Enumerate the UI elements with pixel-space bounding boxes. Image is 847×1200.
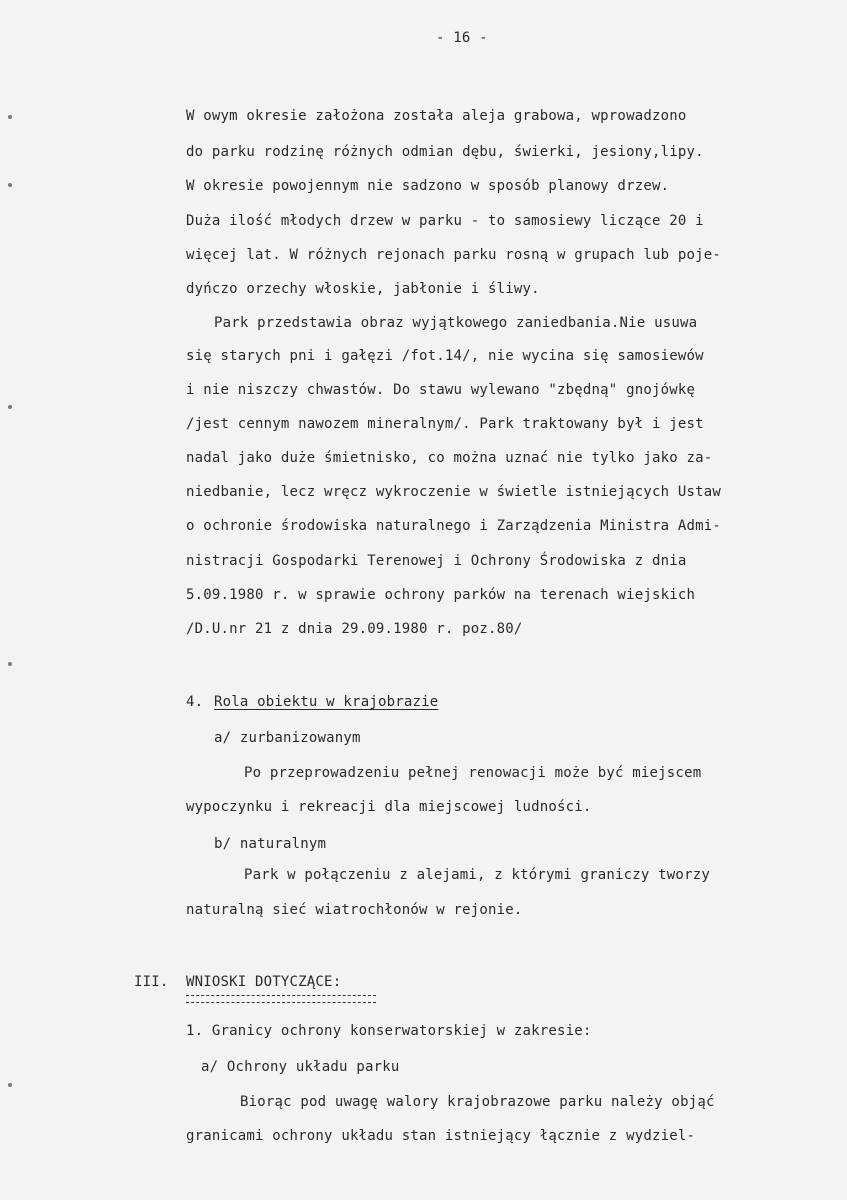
body-line: Po przeprowadzeniu pełnej renowacji może być miejscem xyxy=(244,765,702,781)
body-line: granicami ochrony układu stan istniejący łącznie z wydziel- xyxy=(186,1128,696,1144)
punch-hole-mark xyxy=(8,662,12,666)
subsection-label: a/ Ochrony układu parku xyxy=(201,1059,400,1075)
double-underline-divider xyxy=(186,995,376,1003)
body-line: o ochronie środowiska naturalnego i Zarządzenia Ministra Admi- xyxy=(186,518,721,534)
body-line: /D.U.nr 21 z dnia 29.09.1980 r. poz.80/ xyxy=(186,621,523,637)
section-number: III. xyxy=(134,974,169,990)
body-line: nistracji Gospodarki Terenowej i Ochrony Środowiska z dnia xyxy=(186,553,687,569)
punch-hole-mark xyxy=(8,183,12,187)
section-heading: WNIOSKI DOTYCZĄCE: xyxy=(186,974,342,990)
body-line: nadal jako duże śmietnisko, co można uznać nie tylko jako za- xyxy=(186,450,713,466)
body-line: Park w połączeniu z alejami, z którymi graniczy tworzy xyxy=(244,867,710,883)
body-line: 5.09.1980 r. w sprawie ochrony parków na terenach wiejskich xyxy=(186,587,696,603)
body-line: i nie niszczy chwastów. Do stawu wylewano "zbędną" gnojówkę xyxy=(186,382,696,398)
body-line: dyńczo orzechy włoskie, jabłonie i śliwy. xyxy=(186,281,540,297)
body-line: się starych pni i gałęzi /fot.14/, nie wycina się samosiewów xyxy=(186,348,704,364)
body-line: W owym okresie założona została aleja grabowa, wprowadzono xyxy=(186,108,687,124)
body-line: Biorąc pod uwagę walory krajobrazowe parku należy objąć xyxy=(240,1094,715,1110)
punch-hole-mark xyxy=(8,405,12,409)
body-line: do parku rodzinę różnych odmian dębu, świerki, jesiony,lipy. xyxy=(186,144,704,160)
subsection-label: b/ naturalnym xyxy=(214,836,327,852)
body-line: niedbanie, lecz wręcz wykroczenie w świetle istniejących Ustaw xyxy=(186,484,721,500)
body-line: naturalną sieć wiatrochłonów w rejonie. xyxy=(186,902,523,918)
body-line: W okresie powojennym nie sadzono w sposób planowy drzew. xyxy=(186,178,670,194)
subsection-label: a/ zurbanizowanym xyxy=(214,730,361,746)
section-heading: Rola obiektu w krajobrazie xyxy=(214,694,439,710)
page-number: - 16 - xyxy=(436,30,488,46)
list-item: 1. Granicy ochrony konserwatorskiej w zakresie: xyxy=(186,1023,592,1039)
section-number: 4. xyxy=(186,694,204,710)
body-line: /jest cennym nawozem mineralnym/. Park traktowany był i jest xyxy=(186,416,704,432)
body-line: wypoczynku i rekreacji dla miejscowej ludności. xyxy=(186,799,592,815)
punch-hole-mark xyxy=(8,115,12,119)
body-line: więcej lat. W różnych rejonach parku rosną w grupach lub poje- xyxy=(186,247,721,263)
body-line: Duża ilość młodych drzew w parku - to samosiewy liczące 20 i xyxy=(186,213,704,229)
punch-hole-mark xyxy=(8,1083,12,1087)
body-line: Park przedstawia obraz wyjątkowego zaniedbania.Nie usuwa xyxy=(214,315,698,331)
